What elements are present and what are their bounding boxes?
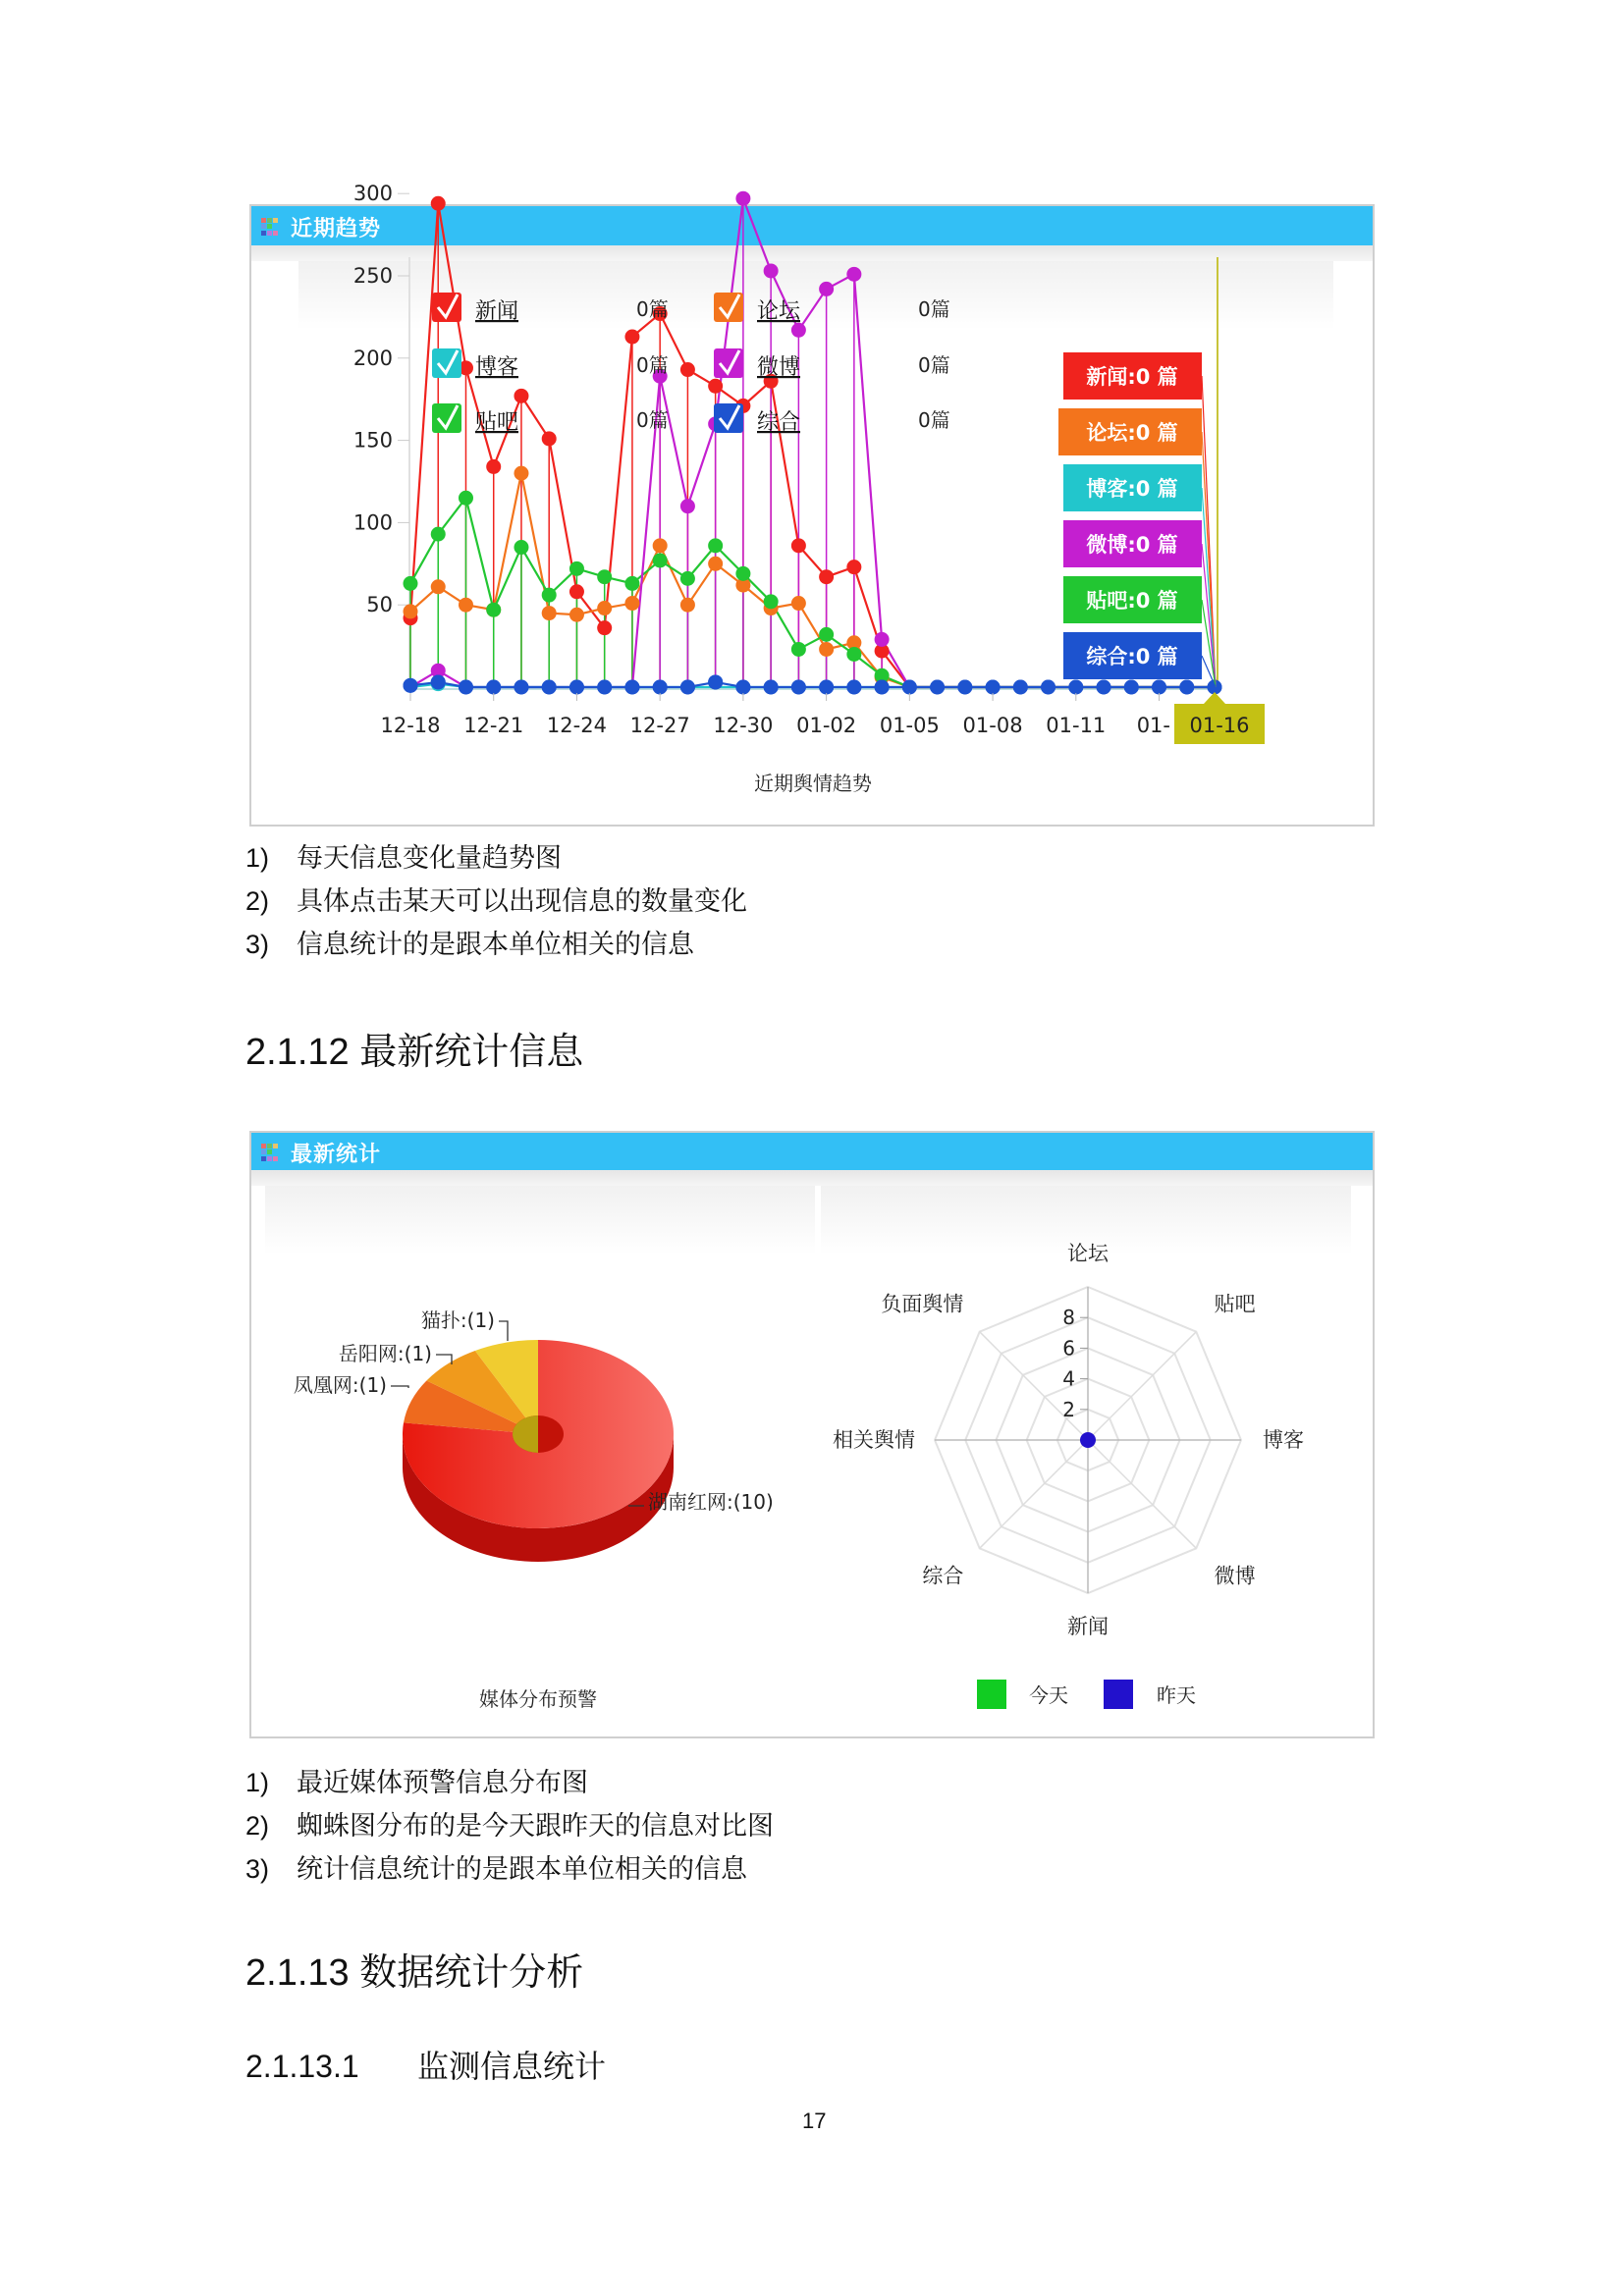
data-point[interactable] [708, 538, 723, 553]
data-point[interactable] [459, 598, 473, 613]
data-point[interactable] [1068, 680, 1083, 695]
data-point[interactable] [486, 680, 501, 695]
data-point[interactable] [569, 584, 584, 599]
data-point[interactable] [653, 680, 668, 695]
tooltip-connector [1202, 488, 1216, 687]
tooltip-text: 综合:0 篇 [1086, 645, 1178, 668]
data-point[interactable] [514, 389, 528, 403]
data-point[interactable] [680, 680, 695, 695]
x-tick-label: 12-18 [380, 714, 441, 737]
data-point[interactable] [791, 323, 806, 338]
data-point[interactable] [404, 604, 418, 618]
pie-title: 媒体分布预警 [479, 1687, 597, 1711]
data-point[interactable] [404, 678, 418, 693]
data-point[interactable] [735, 566, 750, 581]
data-point[interactable] [1097, 680, 1111, 695]
data-point[interactable] [735, 191, 750, 206]
legend-label[interactable]: 新闻 [475, 299, 519, 324]
tooltip-text: 博客:0 篇 [1086, 477, 1178, 501]
radar-axis-label: 博客 [1263, 1428, 1304, 1452]
legend-item-xinwen[interactable] [432, 293, 669, 324]
legend-label[interactable]: 贴吧 [475, 410, 519, 435]
y-tick-label: 50 [366, 593, 393, 617]
list-number: 2) [245, 1811, 270, 1841]
data-point[interactable] [459, 491, 473, 506]
radar-axis-label: 贴吧 [1214, 1292, 1256, 1316]
y-tick-label: 250 [352, 264, 393, 288]
data-point[interactable] [1152, 680, 1166, 695]
data-point[interactable] [819, 282, 834, 296]
list-item [245, 923, 747, 966]
data-point[interactable] [597, 601, 612, 615]
data-point[interactable] [846, 560, 861, 574]
data-point[interactable] [708, 674, 723, 689]
list-text: 具体点击某天可以出现信息的数量变化 [297, 886, 747, 917]
data-point[interactable] [819, 569, 834, 584]
tooltip-text: 微博:0 篇 [1086, 533, 1178, 557]
radar-axis-label: 综合 [922, 1564, 964, 1588]
data-point[interactable] [791, 596, 806, 611]
data-point[interactable] [624, 680, 639, 695]
subsection-title: 监测信息统计 [417, 2049, 607, 2084]
data-point[interactable] [791, 642, 806, 657]
section-heading: 2.1.13 数据统计分析 [245, 1952, 584, 1994]
radar-axis-label: 新闻 [1067, 1615, 1109, 1638]
stats-notes-list [245, 1761, 774, 1891]
data-point[interactable] [624, 330, 639, 345]
subsection-number: 2.1.13.1 [245, 2049, 359, 2084]
data-point[interactable] [597, 620, 612, 635]
list-item [245, 1847, 774, 1891]
legend-count: 0篇 [636, 408, 669, 432]
x-tick-label: 01-08 [962, 714, 1023, 737]
page-number: 17 [802, 2109, 827, 2133]
data-point[interactable] [846, 267, 861, 282]
list-item [245, 836, 747, 880]
x-tick-label: 12-30 [713, 714, 774, 737]
tooltip-text: 新闻:0 篇 [1086, 365, 1178, 389]
radar-tick-label: 2 [1062, 1397, 1075, 1421]
data-point[interactable] [431, 579, 446, 594]
series-zonghe [410, 682, 1215, 687]
tooltip-date-label: 01-16 [1189, 714, 1250, 737]
list-item [245, 1761, 774, 1804]
data-point[interactable] [431, 527, 446, 542]
data-point[interactable] [819, 627, 834, 642]
series-line [410, 682, 1215, 687]
pie-slice-label: 岳阳网:(1) [338, 1342, 432, 1365]
data-point[interactable] [875, 632, 890, 647]
data-point[interactable] [764, 594, 779, 609]
data-point[interactable] [653, 538, 668, 553]
data-point[interactable] [1179, 680, 1194, 695]
data-point[interactable] [819, 642, 834, 657]
data-point[interactable] [875, 680, 890, 695]
legend-count: 0篇 [636, 353, 669, 377]
data-point[interactable] [680, 499, 695, 513]
x-tick-label: 01-11 [1046, 714, 1107, 737]
legend-label-today: 今天 [1029, 1683, 1068, 1707]
trend-notes-list [245, 836, 747, 966]
list-text: 每天信息变化量趋势图 [297, 843, 562, 874]
radar-axis-label: 论坛 [1067, 1242, 1109, 1265]
data-point[interactable] [459, 680, 473, 695]
data-point[interactable] [680, 571, 695, 586]
legend-count: 0篇 [918, 297, 950, 321]
data-point[interactable] [542, 431, 557, 446]
list-item [245, 1804, 774, 1847]
legend-swatch-today [977, 1680, 1006, 1709]
legend-label[interactable]: 博客 [475, 355, 519, 380]
legend-item-luntan[interactable] [714, 293, 950, 324]
data-point[interactable] [680, 362, 695, 377]
legend-label[interactable]: 论坛 [757, 299, 801, 324]
x-tick-label: 01- [1136, 714, 1170, 737]
legend-count: 0篇 [636, 297, 669, 321]
data-point[interactable] [569, 608, 584, 622]
data-point[interactable] [542, 606, 557, 620]
list-number: 1) [245, 843, 270, 873]
y-tick-label: 300 [352, 182, 393, 206]
data-point[interactable] [542, 680, 557, 695]
list-text: 蜘蛛图分布的是今天跟昨天的信息对比图 [297, 1811, 774, 1842]
pie-label-leader [499, 1321, 508, 1341]
tooltip-text: 贴吧:0 篇 [1086, 589, 1178, 613]
x-axis-title: 近期舆情趋势 [754, 772, 872, 795]
pie-slice-label: 凤凰网:(1) [293, 1373, 387, 1397]
data-point[interactable] [514, 466, 528, 481]
tooltip-text: 论坛:0 篇 [1086, 421, 1178, 445]
data-point[interactable] [680, 598, 695, 613]
data-point[interactable] [569, 680, 584, 695]
data-point[interactable] [986, 680, 1001, 695]
radar-axis-label: 负面舆情 [881, 1292, 964, 1316]
data-point[interactable] [431, 674, 446, 689]
data-point[interactable] [514, 540, 528, 555]
data-point[interactable] [542, 588, 557, 603]
data-point[interactable] [791, 538, 806, 553]
list-number: 2) [245, 886, 270, 916]
radar-tick-label: 4 [1062, 1366, 1075, 1391]
data-point[interactable] [735, 680, 750, 695]
data-point[interactable] [404, 576, 418, 591]
radar-axis-label: 相关舆情 [833, 1428, 915, 1452]
data-point[interactable] [764, 263, 779, 278]
radar-tick-label: 6 [1062, 1336, 1075, 1361]
stats-charts [0, 1129, 1624, 1816]
data-point[interactable] [957, 680, 972, 695]
legend-count: 0篇 [918, 408, 950, 432]
y-tick-label: 200 [352, 346, 393, 370]
y-tick-label: 150 [352, 428, 393, 453]
data-point[interactable] [653, 553, 668, 567]
data-point[interactable] [624, 596, 639, 611]
data-point[interactable] [846, 680, 861, 695]
list-number: 3) [245, 930, 270, 959]
data-point[interactable] [764, 680, 779, 695]
section-heading: 2.1.12 最新统计信息 [245, 1032, 584, 1073]
data-point[interactable] [431, 196, 446, 211]
list-text: 统计信息统计的是跟本单位相关的信息 [297, 1854, 747, 1885]
y-tick-label: 100 [352, 510, 393, 535]
list-item [245, 880, 747, 923]
radar-point[interactable] [1080, 1432, 1096, 1448]
legend-count: 0篇 [918, 353, 950, 377]
pie-slice-label: 湖南红网:(10) [648, 1490, 774, 1514]
trend-chart [0, 0, 1624, 844]
list-number: 1) [245, 1768, 270, 1797]
panel-title: 近期趋势 [291, 217, 382, 241]
subsection-heading [245, 2042, 606, 2087]
legend-label-yesterday: 昨天 [1157, 1683, 1196, 1707]
x-tick-label: 12-27 [629, 714, 690, 737]
legend-label[interactable]: 综合 [757, 410, 801, 435]
data-point[interactable] [708, 557, 723, 571]
data-point[interactable] [791, 680, 806, 695]
x-tick-label: 01-05 [879, 714, 940, 737]
data-point[interactable] [486, 603, 501, 617]
data-point[interactable] [597, 680, 612, 695]
data-point[interactable] [1124, 680, 1139, 695]
legend-swatch-yesterday [1104, 1680, 1133, 1709]
data-point[interactable] [624, 576, 639, 591]
points-tieba [404, 491, 890, 683]
radar-axis-label: 微博 [1214, 1564, 1256, 1588]
legend-label[interactable]: 微博 [757, 355, 801, 380]
x-tick-label: 12-21 [463, 714, 524, 737]
data-point[interactable] [486, 459, 501, 474]
pie-slice-label: 猫扑:(1) [420, 1308, 495, 1332]
list-text: 最近媒体预警信息分布图 [297, 1768, 588, 1798]
data-point[interactable] [846, 647, 861, 662]
data-point[interactable] [1041, 680, 1056, 695]
x-tick-label: 01-02 [796, 714, 857, 737]
data-point[interactable] [1013, 680, 1028, 695]
data-point[interactable] [597, 569, 612, 584]
panel-title: 最新统计 [291, 1143, 382, 1167]
list-text: 信息统计的是跟本单位相关的信息 [297, 930, 694, 960]
data-point[interactable] [708, 379, 723, 394]
x-tick-label: 12-24 [546, 714, 607, 737]
radar-tick-label: 8 [1062, 1306, 1075, 1330]
pie-label-leader [391, 1386, 408, 1388]
data-point[interactable] [902, 680, 917, 695]
data-point[interactable] [514, 680, 528, 695]
list-number: 3) [245, 1854, 270, 1884]
data-point[interactable] [569, 561, 584, 576]
data-point[interactable] [930, 680, 945, 695]
tooltip-date-pointer [1204, 692, 1225, 704]
data-point[interactable] [819, 680, 834, 695]
legend-item-weibo[interactable] [714, 348, 950, 380]
